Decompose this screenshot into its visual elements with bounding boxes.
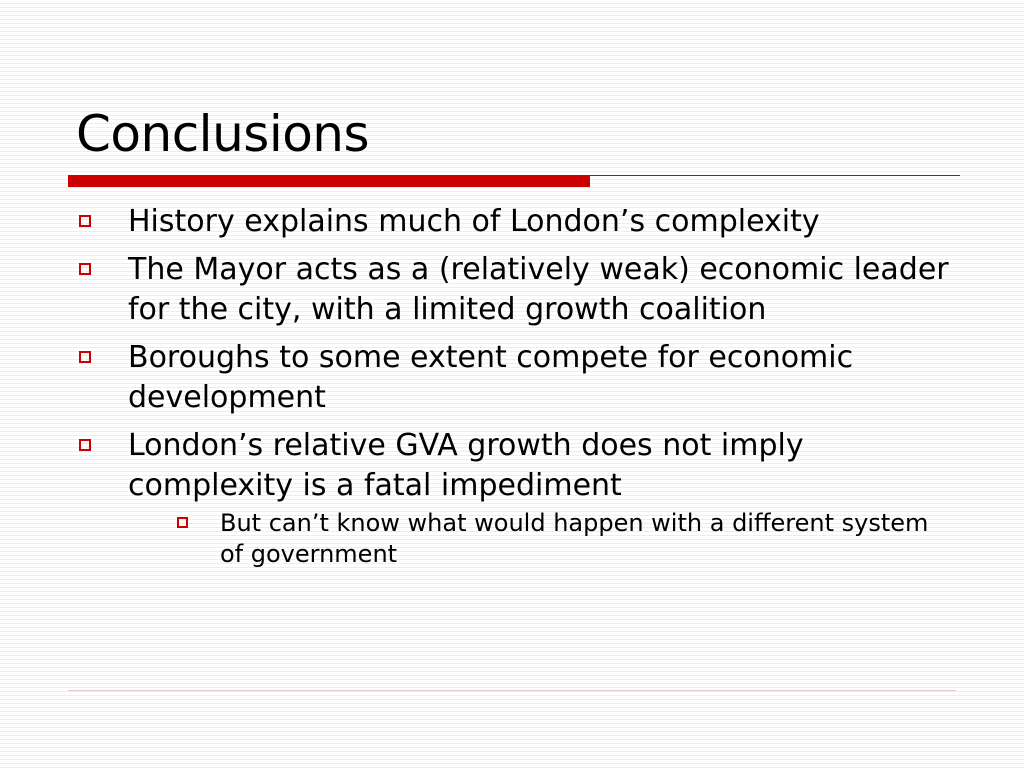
bullet-text: London’s relative GVA growth does not imply complexity is a fatal impediment <box>128 428 804 503</box>
square-bullet-icon <box>79 439 91 451</box>
footer-divider <box>68 690 956 691</box>
square-sub-bullet-icon <box>177 517 188 528</box>
title-underline-thick <box>68 175 590 187</box>
bullet-item <box>76 202 956 242</box>
bullet-text: Boroughs to some extent compete for economic development <box>128 340 854 415</box>
sub-bullet-text: But can’t know what would happen with a different system of government <box>220 509 929 568</box>
square-bullet-icon <box>79 351 91 363</box>
title-underline-thin <box>590 175 960 176</box>
square-bullet-icon <box>79 215 91 227</box>
bullet-text: History explains much of London’s complexity <box>128 204 820 239</box>
sub-bullet-item <box>174 508 956 570</box>
bullet-list <box>76 202 956 570</box>
bullet-item <box>76 426 956 506</box>
bullet-item <box>76 250 956 330</box>
bullet-item <box>76 338 956 418</box>
square-bullet-icon <box>79 263 91 275</box>
slide-title: Conclusions <box>76 105 370 163</box>
bullet-text: The Mayor acts as a (relatively weak) economic leader for the city, with a limited growth coalition <box>128 252 949 327</box>
